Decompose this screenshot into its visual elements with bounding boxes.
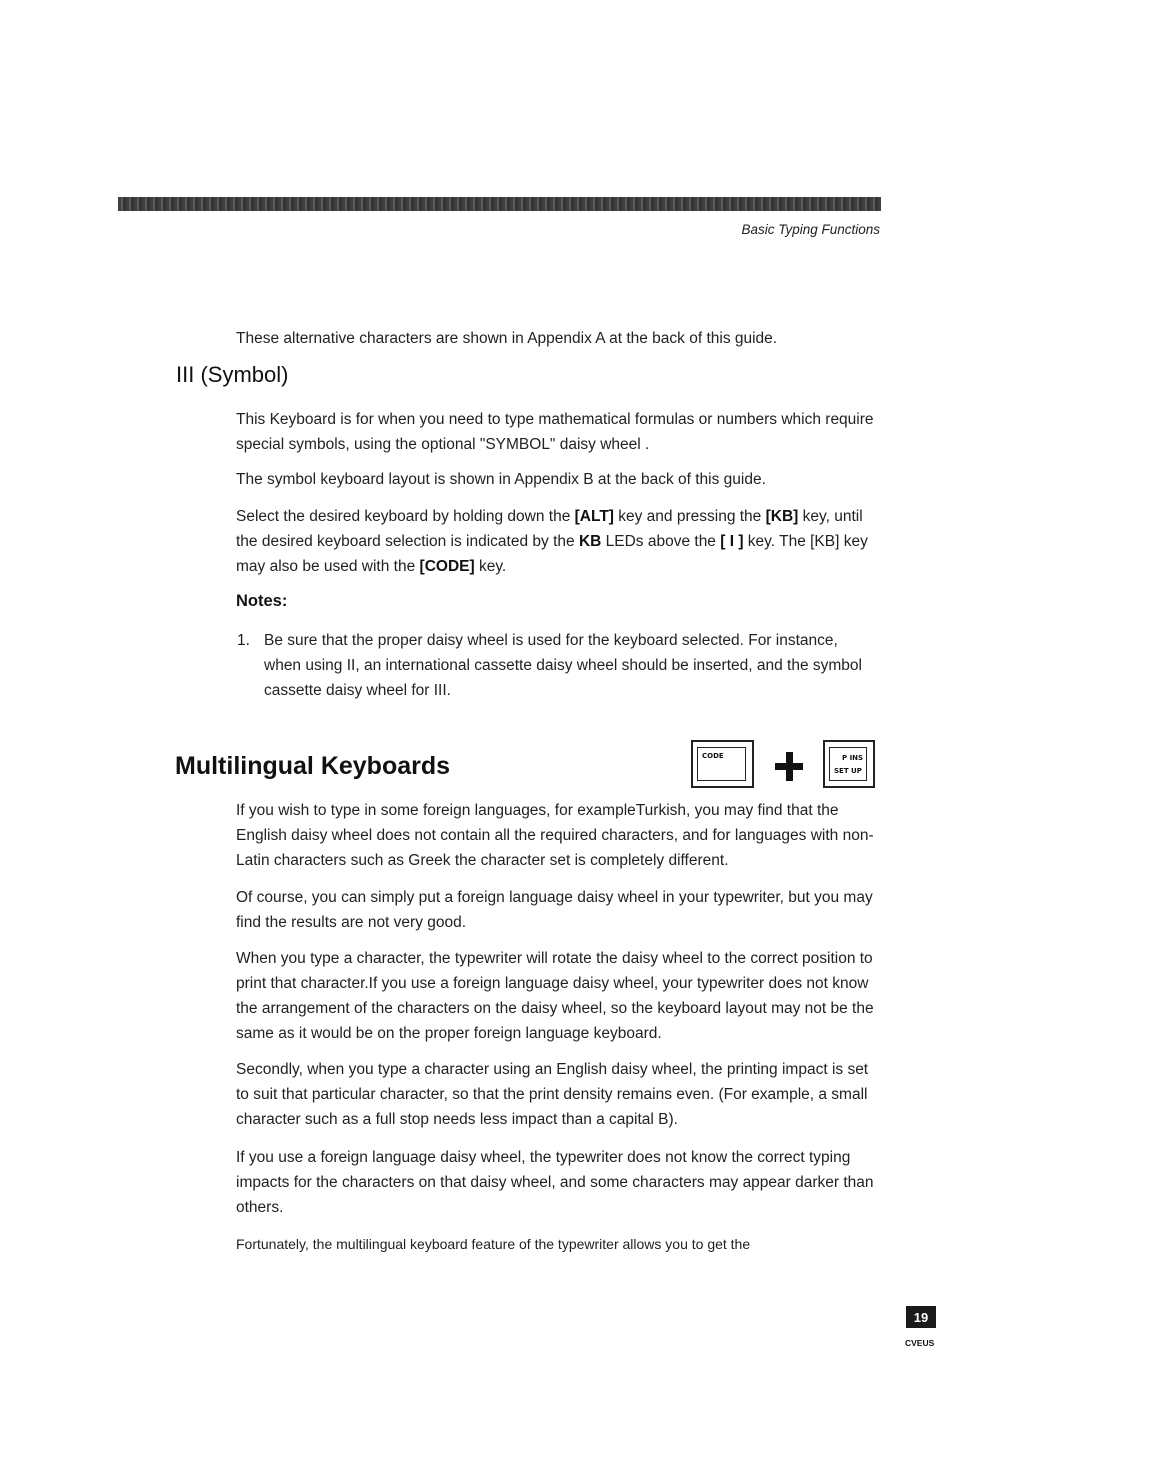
intro-sentence: These alternative characters are shown in Appendix A at the back of this guide. bbox=[236, 330, 778, 347]
setup-key-label: SET UP bbox=[834, 767, 862, 775]
multilingual-paragraph-2: Of course, you can simply put a foreign language daisy wheel in your typewriter, but you may find the results are not very good. bbox=[236, 889, 873, 931]
multilingual-paragraph-6: Fortunately, the multilingual keyboard feature of the typewriter allows you to get the bbox=[236, 1236, 751, 1252]
code-key-icon bbox=[691, 740, 754, 788]
symbol-paragraph-2: The symbol keyboard layout is shown in Appendix B at the back of this guide. bbox=[236, 471, 766, 488]
page-code: CVEUS bbox=[905, 1338, 935, 1348]
note-text: Be sure that the proper daisy wheel is used for the keyboard selected. For instance, when using II, an international cassette daisy wheel should be inserted, and the symbol cassette daisy wheel for III. bbox=[264, 632, 862, 699]
kb-key-ref: [KB] bbox=[765, 508, 799, 525]
page-number: 19 bbox=[906, 1306, 936, 1328]
multilingual-paragraph-4: Secondly, when you type a character using an English daisy wheel, the printing impact is set to suit that particular character, so that the print density remains even. (For example, a small character such as a full stop needs less impact than a capital B). bbox=[236, 1061, 869, 1128]
header-rule bbox=[118, 197, 881, 211]
pins-key-label: P INS bbox=[842, 754, 864, 762]
note-number: 1. bbox=[237, 632, 250, 649]
one-key-ref: [ I ] bbox=[720, 533, 744, 550]
plus-icon-vertical bbox=[786, 752, 793, 781]
section-title-multilingual: Multilingual Keyboards bbox=[175, 752, 451, 780]
multilingual-paragraph-5: If you use a foreign language daisy wheel, the typewriter does not know the correct typing impacts for the characters on that daisy wheel, and some characters may appear darker than others. bbox=[236, 1149, 874, 1216]
pins-setup-key-icon bbox=[823, 740, 875, 788]
code-key-label: CODE bbox=[702, 752, 724, 760]
alt-key-ref: [ALT] bbox=[574, 508, 614, 525]
symbol-paragraph-1: This Keyboard is for when you need to type mathematical formulas or numbers which require special symbols, using the optional "SYMBOL" daisy wheel . bbox=[236, 411, 874, 453]
code-key-ref: [CODE] bbox=[419, 558, 475, 575]
kb-led-ref: KB bbox=[578, 533, 602, 550]
symbol-paragraph-3: Select the desired keyboard by holding down the [ALT] key and pressing the [KB] key, until the desired keyboard selection is indicated by the KB LEDs above the [ I ] key. The [KB] key may also be used with the [CODE] key. bbox=[236, 508, 868, 575]
kb-key-ref-2: [KB] bbox=[810, 533, 840, 550]
section-heading-symbol: III (Symbol) bbox=[176, 362, 289, 387]
multilingual-paragraph-1: If you wish to type in some foreign languages, for exampleTurkish, you may find that the English daisy wheel does not contain all the required characters, and for languages with non-Latin characters such as Greek the character set is completely different. bbox=[236, 802, 874, 869]
notes-label: Notes: bbox=[236, 592, 288, 610]
running-header: Basic Typing Functions bbox=[741, 222, 880, 237]
multilingual-paragraph-3: When you type a character, the typewriter will rotate the daisy wheel to the correct position to print that character.If you use a foreign language daisy wheel, your typewriter does not know the arrangement of the characters on the daisy wheel, so the keyboard layout may not be the same as it would be on the proper foreign language keyboard. bbox=[236, 950, 874, 1042]
